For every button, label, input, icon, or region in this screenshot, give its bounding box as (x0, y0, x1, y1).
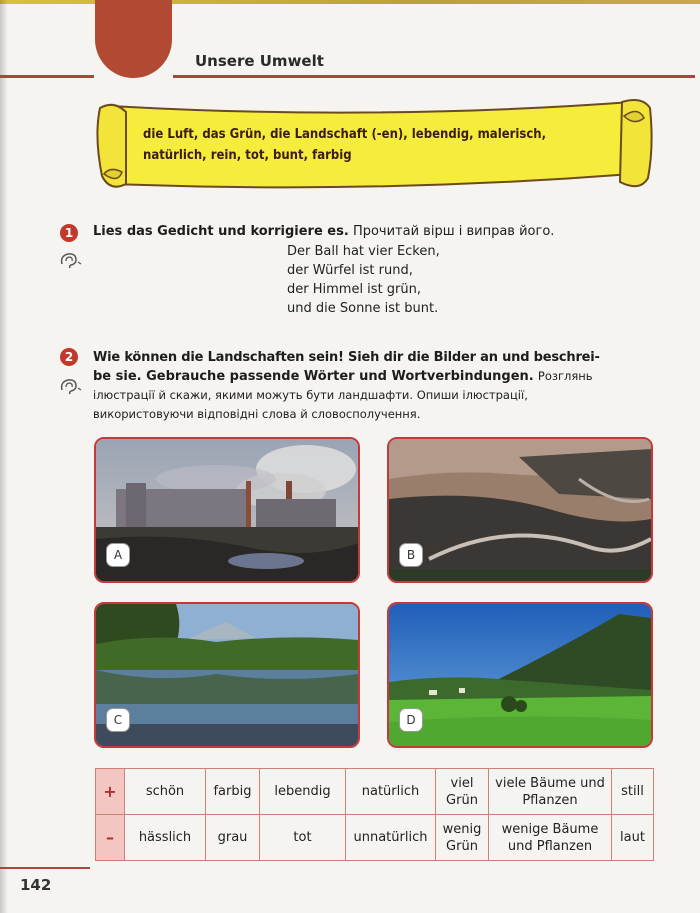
task-1-instruction-de: Lies das Gedicht und korrigiere es. (93, 224, 349, 239)
photo-valley (387, 602, 653, 748)
poem-line: der Würfel ist rund, (287, 263, 413, 278)
task-1-instruction-ua: Прочитай вірш і виправ його. (352, 224, 555, 239)
vocabulary-words (143, 124, 583, 166)
photo-lake (94, 602, 360, 748)
plus-sign-cell: + (96, 769, 125, 815)
task-2-line-2-de: be sie. Gebrauche passende Wörter und Wortverbindungen. (93, 369, 534, 384)
table-row-negative (96, 815, 654, 861)
industrial-landscape-image (96, 439, 358, 581)
photo-label-c: C (106, 708, 130, 732)
chapter-tab (95, 0, 172, 78)
listen-ear-icon (58, 376, 82, 396)
table-cell: farbig (206, 769, 260, 815)
header-rule-right (173, 75, 695, 78)
table-cell: laut (612, 815, 654, 861)
table-cell: schön (125, 769, 206, 815)
lake-landscape-image (96, 604, 358, 746)
vocabulary-line-2: natürlich, rein, tot, bunt, farbig (143, 148, 352, 163)
photo-industrial (94, 437, 360, 583)
vocabulary-line-1: die Luft, das Grün, die Landschaft (-en), lebendig, malerisch, (143, 127, 547, 142)
task-2-instruction (93, 348, 643, 424)
page-number: 142 (20, 876, 52, 894)
photo-label-b: B (399, 543, 423, 567)
valley-landscape-image (389, 604, 651, 746)
task-2-line-2-ua: Розглянь (537, 369, 593, 383)
table-row-positive (96, 769, 654, 815)
table-cell: tot (260, 815, 346, 861)
quarry-landscape-image (389, 439, 651, 581)
task-2-number-badge: 2 (60, 348, 78, 366)
table-cell: wenige Bäume und Pflanzen (489, 815, 612, 861)
listen-ear-icon (58, 250, 82, 270)
table-cell: natürlich (346, 769, 436, 815)
task-2-line-4: використовуючи відповідні слова й словосполучення. (93, 407, 421, 421)
footer-rule (0, 867, 90, 869)
photo-label-d: D (399, 708, 423, 732)
header-rule-left (0, 75, 94, 78)
table-cell: lebendig (260, 769, 346, 815)
poem (287, 242, 440, 318)
table-cell: viel Grün (436, 769, 489, 815)
table-cell: wenig Grün (436, 815, 489, 861)
task-2-line-1: Wie können die Landschaften sein! Sieh dir die Bilder an und beschrei- (93, 350, 600, 365)
task-1-instruction (93, 222, 554, 241)
section-title: Unsere Umwelt (195, 52, 324, 70)
task-2-line-3: ілюстрації й скажи, якими можуть бути ландшафти. Опиши ілюстрації, (93, 388, 528, 402)
minus-sign-cell: – (96, 815, 125, 861)
photo-label-a: A (106, 543, 130, 567)
task-1-number-badge: 1 (60, 224, 78, 242)
table-cell: viele Bäume und Pflanzen (489, 769, 612, 815)
poem-line: Der Ball hat vier Ecken, (287, 244, 440, 259)
table-cell: hässlich (125, 815, 206, 861)
poem-line: und die Sonne ist bunt. (287, 301, 439, 316)
table-cell: unnatürlich (346, 815, 436, 861)
page-gutter-shadow (0, 0, 8, 913)
table-cell: still (612, 769, 654, 815)
photo-quarry (387, 437, 653, 583)
poem-line: der Himmel ist grün, (287, 282, 422, 297)
table-cell: grau (206, 815, 260, 861)
word-table (95, 768, 654, 861)
